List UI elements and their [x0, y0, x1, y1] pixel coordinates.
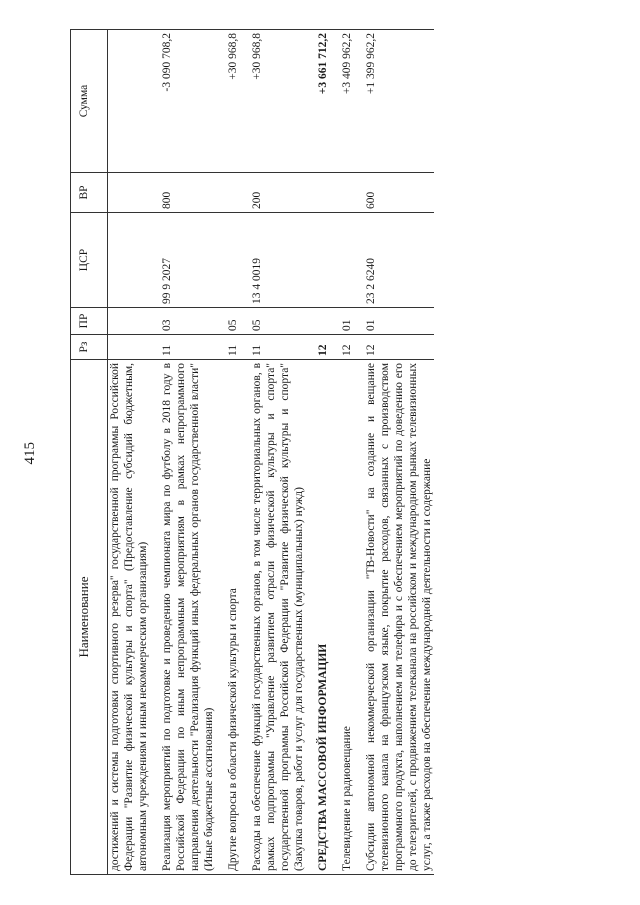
- table-row: [250, 30, 306, 875]
- row-spacer: [240, 30, 250, 875]
- row-pr: 03: [160, 308, 216, 335]
- row-vr: [316, 173, 330, 213]
- row-pr: 05: [250, 308, 306, 335]
- spacer-cell: [354, 360, 364, 875]
- table-row: [316, 30, 330, 875]
- spacer-cell: [150, 308, 160, 335]
- row-spacer: [150, 30, 160, 875]
- row-rz: [108, 335, 151, 360]
- spacer-cell: [306, 173, 316, 213]
- row-sum: -3 090 708,2: [160, 30, 216, 173]
- row-vr: 600: [364, 173, 434, 213]
- spacer-cell: [306, 30, 316, 173]
- row-spacer: [354, 30, 364, 875]
- spacer-cell: [150, 173, 160, 213]
- spacer-cell: [150, 30, 160, 173]
- table-row: [340, 30, 354, 875]
- row-name: Другие вопросы в области физической культуры и спорта: [226, 360, 240, 875]
- row-sum: +3 409 962,2: [340, 30, 354, 173]
- table-row: [226, 30, 240, 875]
- spacer-cell: [216, 213, 226, 308]
- spacer-cell: [306, 308, 316, 335]
- spacer-cell: [330, 360, 340, 875]
- spacer-cell: [306, 213, 316, 308]
- spacer-cell: [216, 308, 226, 335]
- spacer-cell: [240, 335, 250, 360]
- row-csr: [226, 213, 240, 308]
- spacer-cell: [330, 173, 340, 213]
- spacer-cell: [240, 213, 250, 308]
- row-name: достижений и системы подготовки спортивного резерва" государственной программы Российской Федерации "Развитие физической культуры и спорта" (Предоставление субсидий бюджетным, автономным учреждениям и иным некоммерческим организациям): [108, 360, 151, 875]
- row-pr: 05: [226, 308, 240, 335]
- row-name: СРЕДСТВА МАССОВОЙ ИНФОРМАЦИИ: [316, 360, 330, 875]
- row-pr: [316, 308, 330, 335]
- row-sum: [108, 30, 151, 173]
- row-rz: 12: [316, 335, 330, 360]
- row-name: Реализация мероприятий по подготовке и проведению чемпионата мира по футболу в 2018 году в Российской Федерации по иным непрограммным мероприятиям в рамках непрограммного направления деятельности "Реализация функций иных федеральных органов государственной власти" (Иные бюджетные ассигнования): [160, 360, 216, 875]
- spacer-cell: [354, 30, 364, 173]
- spacer-cell: [240, 173, 250, 213]
- row-sum: +3 661 712,2: [316, 30, 330, 173]
- row-name: Расходы на обеспечение функций государственных органов, в том числе территориальных органов, в рамках подпрограммы "Управление развитием отрасли физической культуры и спорта" государственной программы Российской Федерации "Развитие физической культуры и спорта" (Закупка товаров, работ и услуг для государственных (муниципальных) нужд): [250, 360, 306, 875]
- budget-table: [70, 29, 434, 875]
- spacer-cell: [216, 173, 226, 213]
- spacer-cell: [330, 335, 340, 360]
- row-csr: [316, 213, 330, 308]
- table-row: [364, 30, 434, 875]
- row-vr: [226, 173, 240, 213]
- spacer-cell: [354, 213, 364, 308]
- row-name: Телевидение и радиовещание: [340, 360, 354, 875]
- row-rz: 11: [250, 335, 306, 360]
- row-csr: 99 9 2027: [160, 213, 216, 308]
- spacer-cell: [150, 213, 160, 308]
- spacer-cell: [354, 173, 364, 213]
- row-vr: 200: [250, 173, 306, 213]
- row-rz: 12: [340, 335, 354, 360]
- row-vr: [340, 173, 354, 213]
- spacer-cell: [330, 308, 340, 335]
- table-row: [108, 30, 151, 875]
- row-name: Субсидии автономной некоммерческой организации "ТВ-Новости" на создание и вещание телевизионного канала на французском языке, покрытие расходов, связанных с производством программного продукта, наполнением им телефира и с обеспечением мероприятий по доведению его до телезрителей, с продвижением телеканала на российском и международном рынках телевизионных услуг, а также расходов на обеспечение международной деятельности и содержание: [364, 360, 434, 875]
- spacer-cell: [150, 360, 160, 875]
- table-body: [108, 30, 435, 875]
- row-pr: [108, 308, 151, 335]
- spacer-cell: [306, 360, 316, 875]
- row-vr: [108, 173, 151, 213]
- spacer-cell: [240, 30, 250, 173]
- table-header-row: [71, 30, 108, 875]
- header-pr: ПР: [71, 308, 108, 335]
- spacer-cell: [216, 360, 226, 875]
- row-sum: +30 968,8: [250, 30, 306, 173]
- row-spacer: [306, 30, 316, 875]
- header-sum: Сумма: [71, 30, 108, 173]
- spacer-cell: [240, 360, 250, 875]
- row-csr: [108, 213, 151, 308]
- header-vr: ВР: [71, 173, 108, 213]
- row-csr: 13 4 0019: [250, 213, 306, 308]
- row-csr: [340, 213, 354, 308]
- spacer-cell: [150, 335, 160, 360]
- spacer-cell: [330, 30, 340, 173]
- spacer-cell: [330, 213, 340, 308]
- row-pr: 01: [364, 308, 434, 335]
- row-spacer: [216, 30, 226, 875]
- budget-table-sheet: [70, 30, 600, 875]
- spacer-cell: [240, 308, 250, 335]
- row-pr: 01: [340, 308, 354, 335]
- row-rz: 11: [160, 335, 216, 360]
- spacer-cell: [354, 308, 364, 335]
- spacer-cell: [354, 335, 364, 360]
- row-sum: +1 399 962,2: [364, 30, 434, 173]
- spacer-cell: [216, 30, 226, 173]
- row-rz: 11: [226, 335, 240, 360]
- row-spacer: [330, 30, 340, 875]
- row-vr: 800: [160, 173, 216, 213]
- header-name: Наименование: [71, 360, 108, 875]
- header-csr: ЦСР: [71, 213, 108, 308]
- table-row: [160, 30, 216, 875]
- page-number: 415: [22, 442, 38, 465]
- spacer-cell: [306, 335, 316, 360]
- row-sum: +30 968,8: [226, 30, 240, 173]
- header-rz: Рз: [71, 335, 108, 360]
- spacer-cell: [216, 335, 226, 360]
- row-csr: 23 2 6240: [364, 213, 434, 308]
- row-rz: 12: [364, 335, 434, 360]
